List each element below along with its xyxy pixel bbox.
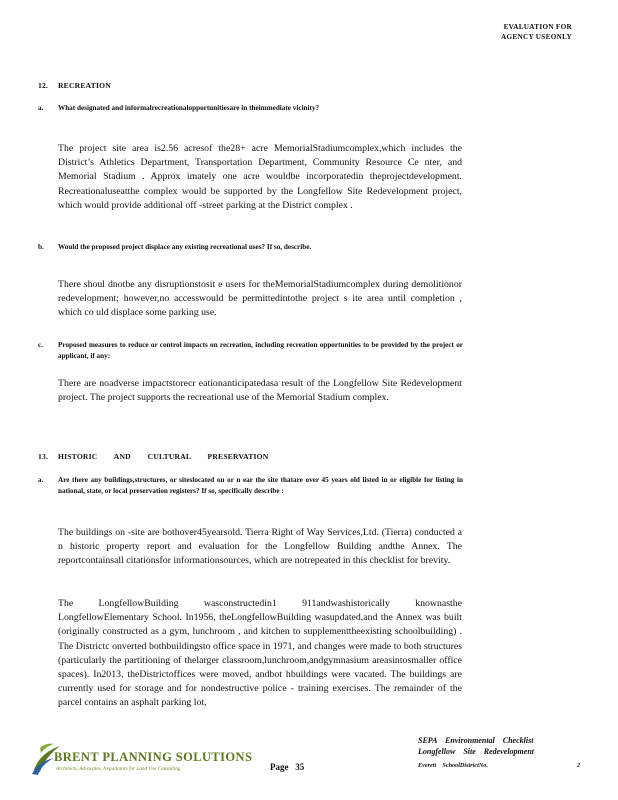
header-line-2: AGENCY USEONLY (501, 33, 572, 41)
section-12-heading (38, 81, 111, 90)
answer-13a-part1 (58, 526, 462, 569)
evaluation-agency-use-only (501, 22, 572, 42)
answer-text: The project site area is2.56 acresof the28+ acre MemorialStadiumcomplex,which includes the District’s Athletics Department, Transportation Department, Community Resource Ce nter, and Memorial Stadium . Approx imately one acre wouldbe incorporatedin theprojectdevelopment. Recreationaluseatthe complex would be supported by the Longfellow Site Redevelopment project, which would provide additional off -street parking at the District complex . (58, 143, 462, 211)
answer-12b (58, 278, 462, 321)
answer-text: There shoul dnotbe any disruptionstosit e users for theMemorialStadiumcomplex during demolitionor redevelopment; however,no accesswould be permittedintothe project s ite area until completion , which co uld displace some parking use. (58, 279, 462, 319)
footer-document-info (418, 735, 580, 771)
question-13a (38, 475, 463, 497)
page-label: Page (270, 762, 289, 772)
question-12a (38, 103, 463, 114)
page-number-value: 35 (295, 762, 305, 772)
question-12c (38, 340, 463, 362)
question-letter: a. (38, 104, 44, 112)
question-letter: a. (38, 476, 44, 484)
question-text: Would the proposed project displace any existing recreational uses? If so, describe. (58, 243, 312, 251)
answer-text: The LongfellowBuilding wasconstructedin1 911andwashistorically knownasthe LongfellowElementary School. In1956, theLongfellowBuilding wasupdated,and the Annex was built (originally constructed as a gym, lunchroom , and kitchen to supplementtheexisting schoolbuilding) . The Districtc onverted bothbuildingsto office space in 1971, and changes were made to both structures (particularly the partitioning of thelarger classroom,lunchroom,andgymnasium areasintosmaller office spaces). In2013, theDistrictoffices were moved, andbot hbuildings were vacated. The buildings are currently used for storage and for nondestructive police - training exercises. The remainder of the parcel contains an asphalt parking lot, (58, 598, 462, 709)
answer-13a-part2 (58, 597, 462, 711)
answer-12a (58, 142, 462, 213)
footer-district: Everett SchoolDistrictNo. (418, 762, 488, 769)
footer-district-number: 2 (576, 762, 580, 769)
question-12b (38, 242, 463, 253)
page-number (270, 762, 304, 772)
question-text: Are there any buildings,structures, or siteslocated on or n ear the site thatare over 45 years old listed in or eligible for listing in national, state, or local preservation registers? If so, specifically describe : (58, 476, 463, 495)
footer-line-3 (418, 760, 580, 771)
question-text: Proposed measures to reduce or control impacts on recreation, including recreation opportunities to be provided by the project or applicant, if any: (58, 341, 463, 360)
footer-line-1: SEPA Environmental Checklist (418, 736, 534, 745)
section-number: 12. (38, 81, 49, 90)
section-title: HISTORIC AND CULTURAL PRESERVATION (58, 452, 269, 461)
section-title: RECREATION (58, 81, 111, 90)
answer-text: The buildings on -site are bothover45yearsold. Tierra Right of Way Services,Ltd. (Tierra) conducted a n historic property report and evaluation for the Longfellow Building andthe Annex. The reportcontainsall citationsfor informationsources, which are notrepeated in this checklist for brevity. (58, 527, 462, 567)
header-line-1: EVALUATION FOR (503, 23, 572, 31)
question-text: What designated and informalrecreationalopportunitiesare in theimmediate vicinity? (58, 104, 320, 112)
logo-tagline: Architects, Advocates, Negotiators for Land Use Consulting (56, 766, 181, 772)
answer-12c (58, 377, 462, 405)
question-letter: c. (38, 341, 43, 349)
section-number: 13. (38, 452, 49, 461)
footer-line-2: Longfellow Site Redevelopment (418, 747, 534, 756)
section-13-heading (38, 452, 268, 461)
brent-planning-logo (30, 740, 253, 778)
question-letter: b. (38, 243, 44, 251)
logo-text: BRENT PLANNING SOLUTIONS (54, 750, 253, 764)
answer-text: There are noadverse impactstorecr eationanticipatedasa result of the Longfellow Site Redevelopment project. The project supports the recreational use of the Memorial Stadium complex. (58, 378, 462, 404)
